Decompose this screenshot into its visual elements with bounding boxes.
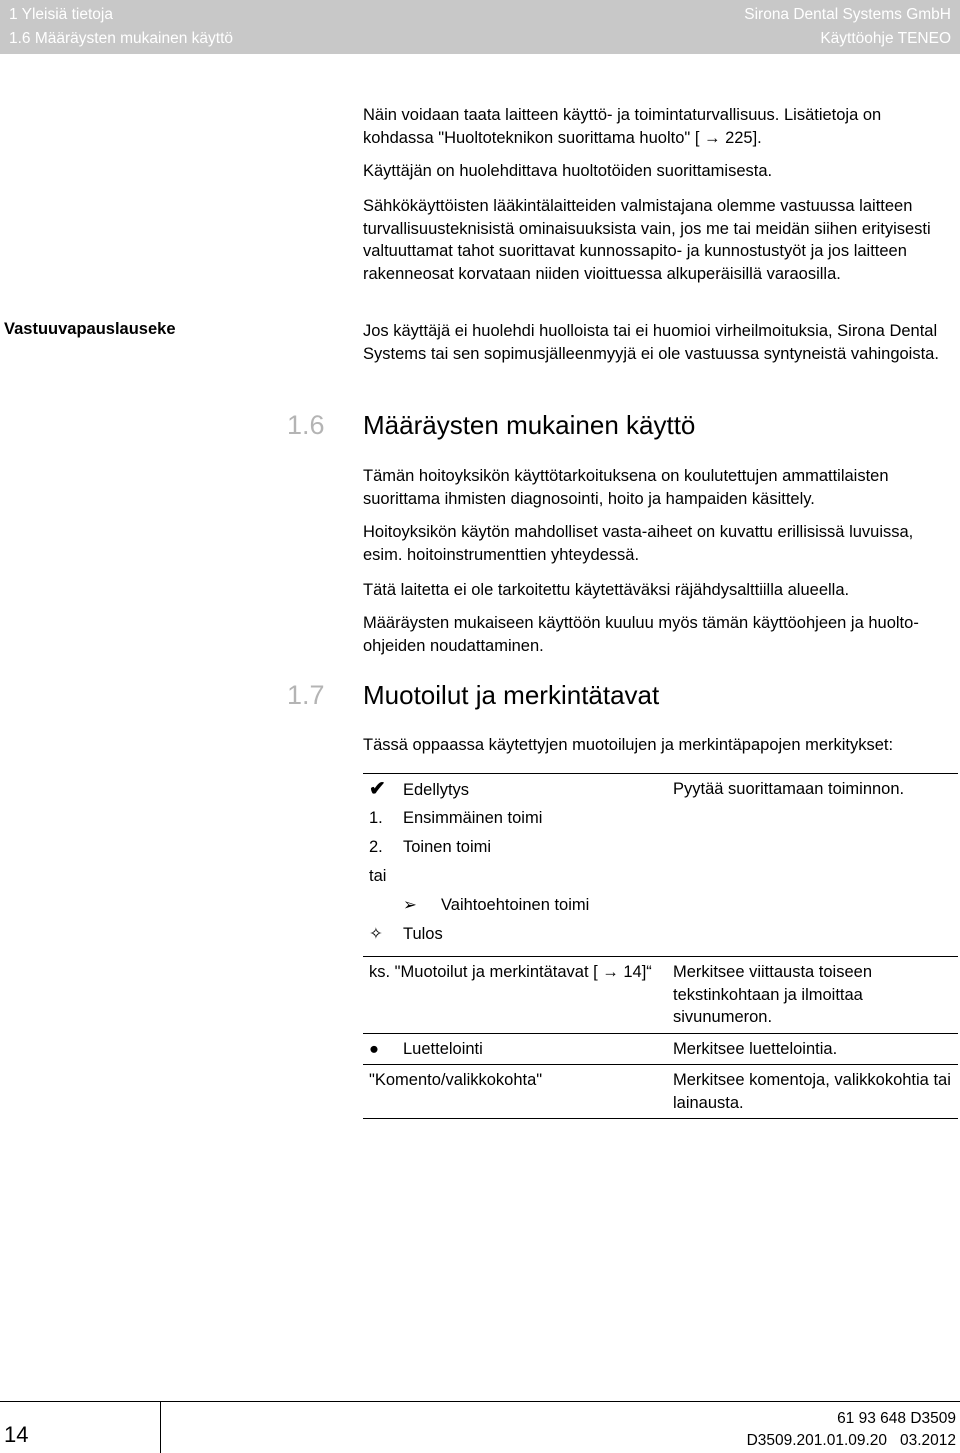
intro-paragraph-3: Sähkökäyttöisten lääkintälaitteiden valmistajana olemme vastuussa laitteen turvallisuusteknisistä ominaisuuksista vain, jos me tai meidän siihen erityisesti valtuuttamat tahot suorittavat kunnossapito- ja kunnostustyöt ja jos laitteen rakenneosat korvataan niiden vioittuessa alkuperäisillä varaosilla. (363, 197, 931, 283)
disclaimer-text: Jos käyttäjä ei huolehdi huolloista tai ei huomioi virheilmoituksia, Sirona Dental Systems tai sen sopimusjälleenmyyjä ei ole vastuussa syntyneistä vahingoista. (363, 322, 939, 363)
footer-date: 03.2012 (899, 1432, 956, 1449)
alternative-text: Vaihtoehtoinen toimi (441, 896, 590, 914)
meaning-cell: Merkitsee viittausta toiseen tekstinkohtaan ja ilmoittaa sivunumeron. (673, 963, 873, 1026)
section-1-6-paragraph-1: Tämän hoitoyksikön käyttötarkoituksena on koulutettujen ammattilaisten suorittama ihmisten diagnosointi, hoito ja hampaiden käsittely. (363, 467, 889, 508)
format-cell: ks. "Muotoilut ja merkintätavat [ → 14]“ (369, 963, 652, 981)
intro-paragraph-1: Näin voidaan taata laitteen käyttö- ja toimintaturvallisuus. Lisätietoja on kohdassa "Huoltoteknikon suorittama huolto" [ → 225]. (363, 106, 882, 147)
or-line (369, 865, 655, 894)
disclaimer-label: Vastuuvapauslauseke (4, 320, 176, 338)
footer-doc-number: 61 93 648 D3509 (837, 1410, 956, 1427)
section-1-7-title: Muotoilut ja merkintätavat (363, 680, 660, 710)
section-1-6-paragraph-4: Määräysten mukaiseen käyttöön kuuluu myös tämän käyttöohjeen ja huolto-ohjeiden noudattaminen. (363, 614, 919, 655)
list-line (369, 1038, 655, 1061)
result-line (369, 923, 655, 952)
step-2-line (369, 836, 655, 865)
format-cell: "Komento/valikkokohta" (369, 1071, 543, 1089)
header-chapter: 1 Yleisiä tietoja (9, 6, 113, 23)
prerequisite-text: Edellytys (403, 781, 470, 799)
footer-separator (160, 1401, 161, 1453)
footer-revision-date (747, 1432, 956, 1450)
footer-divider (0, 1401, 960, 1402)
meaning-cell: Merkitsee komentoja, valikkokohtia tai lainausta. (673, 1071, 951, 1112)
section-1-6-title: Määräysten mukainen käyttö (363, 410, 696, 440)
table-row (363, 774, 958, 957)
step-2-number: 2. (369, 838, 383, 856)
header-company: Sirona Dental Systems GmbH (744, 6, 951, 23)
step-2-text: Toinen toimi (403, 838, 492, 856)
table-row (363, 1033, 958, 1065)
header-section: 1.6 Määräysten mukainen käyttö (9, 30, 234, 47)
section-1-6-paragraph-2: Hoitoyksikön käytön mahdolliset vasta-aiheet on kuvattu erillisissä luvuissa, esim. hoitoinstrumenttien yhteydessä. (363, 523, 914, 564)
format-cell (363, 1033, 661, 1065)
step-1-number: 1. (369, 809, 383, 827)
result-arrow-icon: ✧ (369, 925, 383, 943)
section-1-6-paragraph-3: Tätä laitetta ei ole tarkoitettu käytettäväksi räjähdysalttiilla alueella. (363, 581, 850, 599)
format-cell (363, 774, 661, 957)
meaning-cell: Merkitsee luettelointia. (673, 1039, 838, 1058)
meaning-cell: Pyytää suorittamaan toiminnon. (673, 780, 905, 798)
arrowhead-icon: ➢ (403, 896, 417, 914)
step-1-text: Ensimmäinen toimi (403, 809, 543, 827)
list-text: Luettelointi (403, 1039, 483, 1058)
table-row (363, 957, 958, 1034)
or-text: tai (369, 867, 387, 885)
step-1-line (369, 807, 655, 836)
alternative-line (369, 894, 655, 923)
bullet-icon: ● (369, 1039, 379, 1058)
section-1-7-number: 1.7 (287, 680, 325, 710)
result-text: Tulos (403, 925, 443, 943)
section-1-7-intro: Tässä oppaassa käytettyjen muotoilujen ja merkintäpapojen merkitykset: (363, 736, 894, 754)
intro-paragraph-2: Käyttäjän on huolehdittava huoltotöiden suorittamisesta. (363, 162, 773, 180)
prerequisite-line (369, 778, 655, 807)
check-icon: ✔ (369, 778, 386, 800)
footer-revision: D3509.201.01.09.20 (746, 1432, 888, 1449)
formatting-conventions-table (363, 773, 958, 1119)
page-number: 14 (4, 1422, 29, 1447)
section-1-6-number: 1.6 (287, 410, 325, 440)
table-row (363, 1065, 958, 1119)
page-header (0, 0, 960, 54)
header-doc-title: Käyttöohje TENEO (820, 30, 951, 47)
